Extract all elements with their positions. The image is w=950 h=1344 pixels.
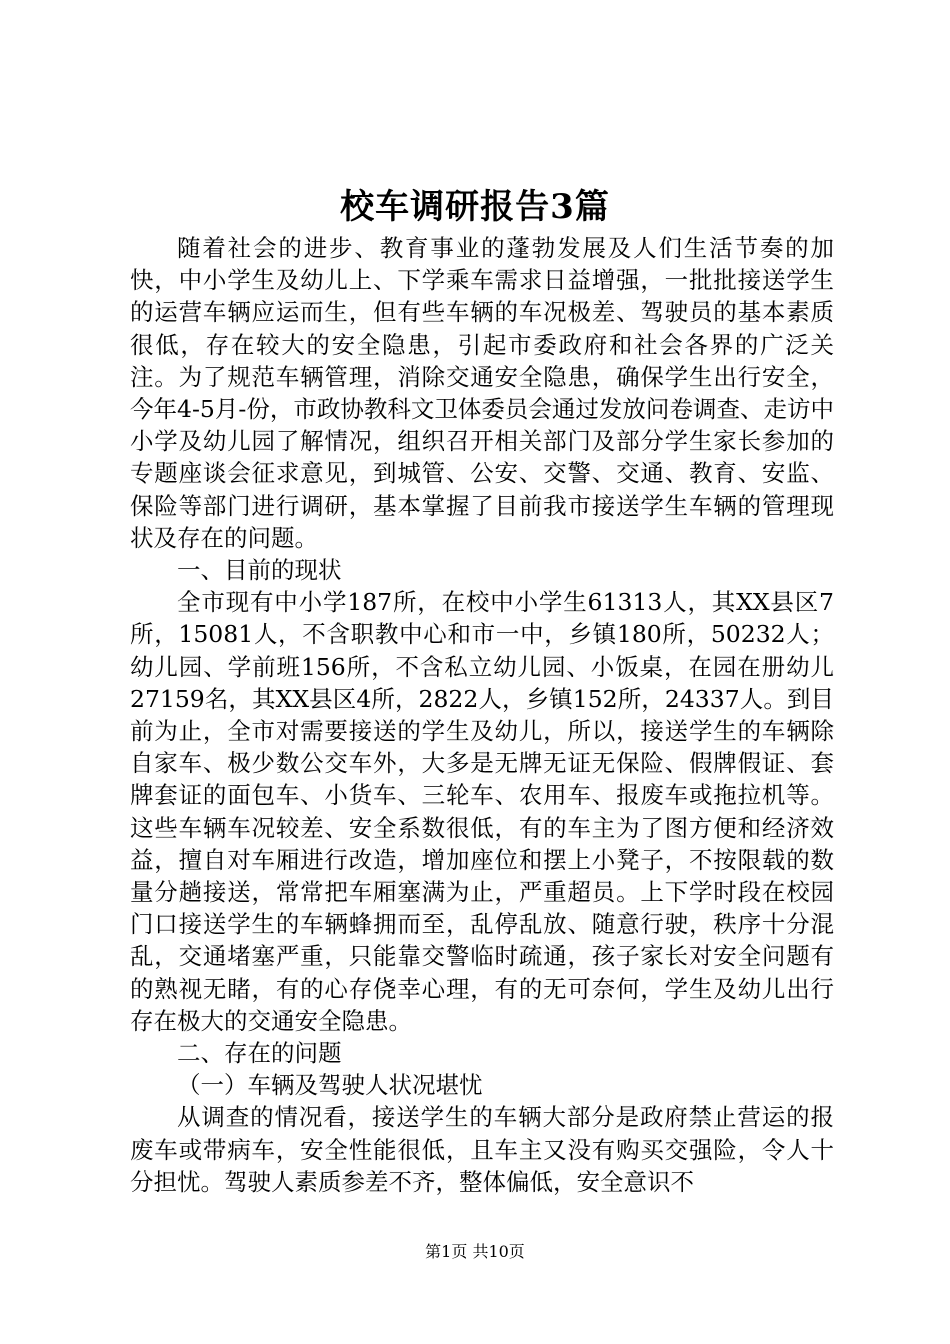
paragraph-status: 全市现有中小学187所，在校中小学生61313人，其XX县区7所，15081人，不含职教中心和市一中，乡镇180所，50232人；幼儿园、学前班156所，不含私立幼儿园、小饭桌，在园在册幼儿27159名，其XX县区4所，2822人，乡镇152所，24337人。到目前为止，全市对需要接送的学生及幼儿，所以，接送学生的车辆除自家车、极少数公交车外，大多是无牌无证无保险、假牌假证、套牌套证的面包车、小货车、三轮车、农用车、报废车或拖拉机等。这些车辆车况较差、安全系数很低，有的车主为了图方便和经济效益，擅自对车厢进行改造，增加座位和摆上小凳子，不按限载的数量分趟接送，常常把车厢塞满为止，严重超员。上下学时段在校园门口接送学生的车辆蜂拥而至，乱停乱放、随意行驶，秩序十分混乱，交通堵塞严重，只能靠交警临时疏通，孩子家长对安全问题有的熟视无睹，有的心存侥幸心理，有的无可奈何，学生及幼儿出行存在极大的交通安全隐患。 — [130, 588, 834, 1035]
document-title: 校车调研报告3篇 — [340, 187, 610, 227]
page-footer: 第1页 共10页 — [425, 1242, 525, 1261]
document-body — [130, 232, 834, 1198]
section-heading-problems: 二、存在的问题 — [177, 1039, 342, 1068]
section-heading-status: 一、目前的现状 — [177, 556, 342, 585]
paragraph-intro: 随着社会的进步、教育事业的蓬勃发展及人们生活节奏的加快，中小学生及幼儿上、下学乘车需求日益增强，一批批接送学生的运营车辆应运而生，但有些车辆的车况极差、驾驶员的基本素质很低，存在较大的安全隐患，引起市委政府和社会各界的广泛关注。为了规范车辆管理，消除交通安全隐患，确保学生出行安全，今年4-5月-份，市政协教科文卫体委员会通过发放问卷调查、走访中小学及幼儿园了解情况，组织召开相关部门及部分学生家长参加的专题座谈会征求意见，到城管、公安、交警、交通、教育、安监、保险等部门进行调研，基本掌握了目前我市接送学生车辆的管理现状及存在的问题。 — [130, 234, 834, 552]
paragraph-vehicles: 从调查的情况看，接送学生的车辆大部分是政府禁止营运的报废车或带病车，安全性能很低，且车主又没有购买交强险，令人十分担忧。驾驶人素质参差不齐，整体偏低，安全意识不 — [130, 1103, 834, 1196]
subsection-heading-vehicles: （一）车辆及驾驶人状况堪忧 — [177, 1071, 483, 1100]
